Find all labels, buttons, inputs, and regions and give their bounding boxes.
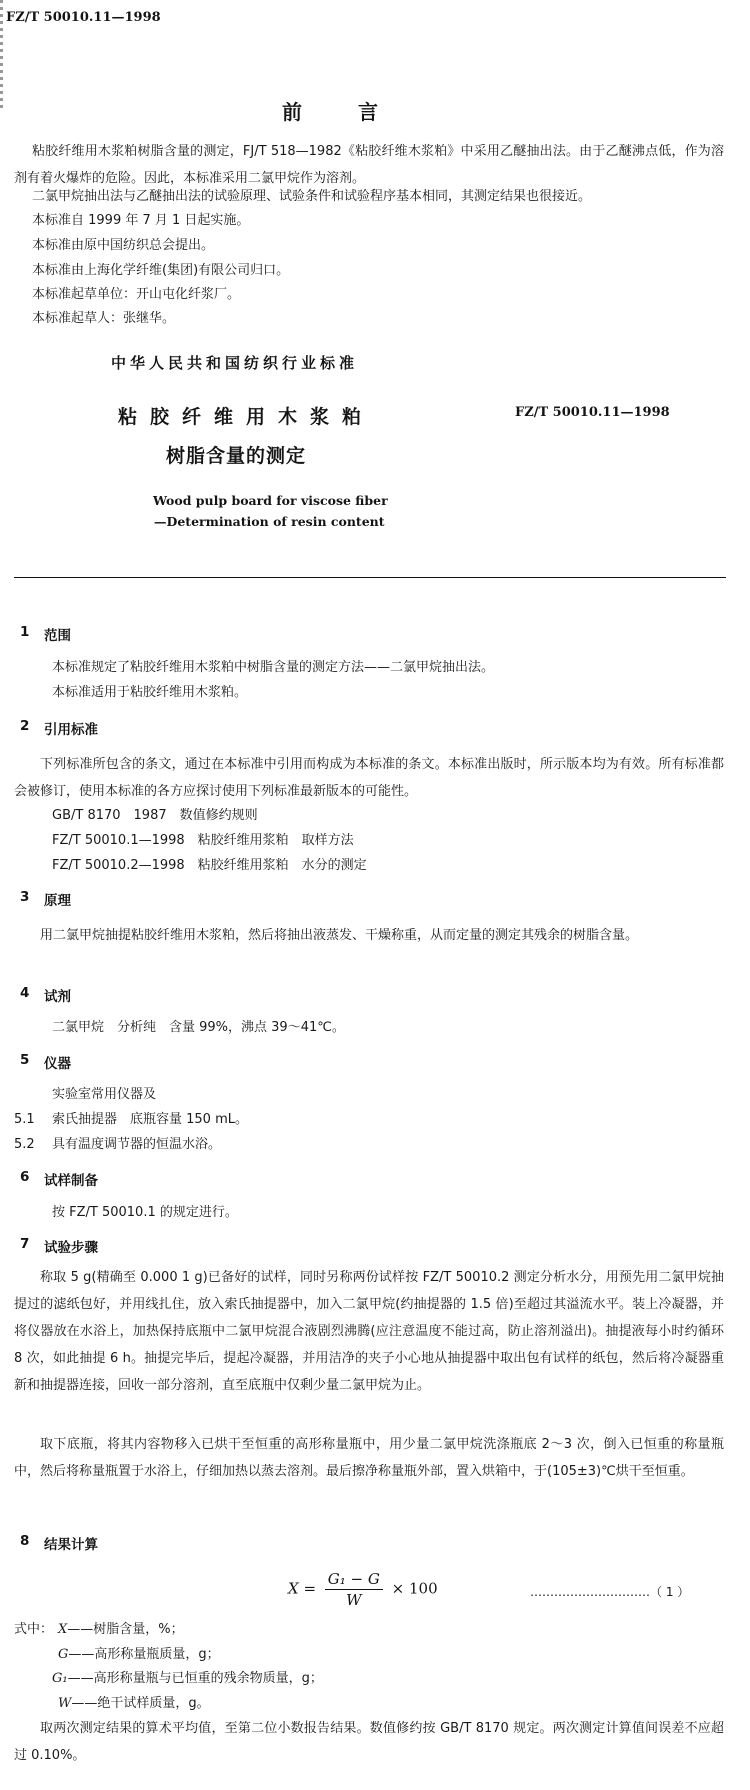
section-4-title: 试剂 — [44, 989, 71, 1005]
header-std-number: FZ/T 50010.11—1998 — [6, 10, 161, 25]
section-2-ref-1: GB/T 8170 1987 数值修约规则 — [52, 808, 258, 823]
variable-w-desc: ——绝干试样质量，g。 — [71, 1696, 210, 1711]
variable-g1-desc: ——高形称量瓶与已恒重的残余物质量，g； — [67, 1671, 323, 1686]
title-divider — [14, 577, 726, 578]
variable-g1 — [52, 1669, 323, 1688]
variable-g-symbol: G — [58, 1647, 69, 1662]
foreword-title: 前 言 — [282, 100, 396, 124]
section-7-paragraph-2: 取下底瓶，将其内容物移入已烘干至恒重的高形称量瓶中，用少量二氯甲烷洗涤瓶底 2～3 次，倒入已恒重的称量瓶中，然后将称量瓶置于水浴上，仔细加热以蒸去溶剂。最后擦净称量瓶外部，置入烘箱中，于(105±3)℃烘干至恒重。 — [14, 1437, 724, 1479]
english-title-line1: Wood pulp board for viscose fiber — [153, 493, 388, 508]
variable-g-desc: ——高形称量瓶质量，g； — [68, 1647, 220, 1662]
formula-denominator: W — [346, 1591, 362, 1609]
section-2-intro: 下列标准所包含的条文，通过在本标准中引用而构成为本标准的条文。本标准出版时，所示版本均为有效。所有标准都会被修订，使用本标准的各方应探讨使用下列标准最新版本的可能性。 — [14, 757, 724, 799]
formula-numerator: G₁ − G — [325, 1570, 383, 1590]
variable-x-symbol: X — [58, 1622, 68, 1637]
variable-g — [58, 1645, 220, 1664]
formula-number: …………………………（ 1 ） — [530, 1585, 690, 1599]
section-6-number: 6 — [20, 1169, 30, 1185]
section-5-2-text: 具有温度调节器的恒温水浴。 — [52, 1137, 222, 1152]
section-1-title: 范围 — [44, 628, 71, 644]
standard-title-line2: 树脂含量的测定 — [166, 445, 307, 467]
section-1-line-2: 本标准适用于粘胶纤维用木浆粕。 — [52, 685, 248, 700]
section-8-number: 8 — [20, 1533, 30, 1549]
section-4-text: 二氯甲烷 分析纯 含量 99%，沸点 39～41℃。 — [52, 1020, 345, 1035]
formula-fraction — [325, 1570, 383, 1609]
section-5-number: 5 — [20, 1052, 30, 1068]
variable-g1-symbol: G₁ — [52, 1671, 68, 1686]
where-label: 式中： — [14, 1622, 54, 1637]
section-4-number: 4 — [20, 985, 30, 1001]
section-6-text: 按 FZ/T 50010.1 的规定进行。 — [52, 1205, 238, 1220]
formula-rhs: × 100 — [391, 1579, 438, 1598]
authority-title: 中华人民共和国纺织行业标准 — [111, 354, 359, 372]
foreword-paragraph-7: 本标准起草人：张继华。 — [32, 311, 176, 326]
section-1-number: 1 — [20, 624, 30, 640]
section-2-ref-3: FZ/T 50010.2—1998 粘胶纤维用浆粕 水分的测定 — [52, 858, 367, 873]
section-8-final: 取两次测定结果的算术平均值，至第二位小数报告结果。数值修约按 GB/T 8170 规定。两次测定计算值间误差不应超过 0.10%。 — [14, 1721, 724, 1763]
variable-x — [58, 1620, 184, 1639]
section-3-number: 3 — [20, 889, 30, 905]
section-2-number: 2 — [20, 718, 30, 734]
section-7-paragraph-1: 称取 5 g(精确至 0.000 1 g)已备好的试样，同时另称两份试样按 FZ/T 50010.2 测定分析水分，用预先用二氯甲烷抽提过的滤纸包好，并用线扎住，放入索氏抽提器中，加入二氯甲烷(约抽提器的 1.5 倍)至超过其溢流水平。装上冷凝器，并将仪器放在水浴上，加热保持底瓶中二氯甲烷混合液剧烈沸腾(应注意温度不能过高，防止溶剂溢出)。抽提液每小时约循环 8 次，如此抽提 6 h。抽提完毕后，提起冷凝器，并用洁净的夹子小心地从抽提器中取出包有试样的纸包，然后将冷凝器重新和抽提器连接，回收一部分溶剂，直至底瓶中仅剩少量二氯甲烷为止。 — [14, 1270, 724, 1393]
foreword-paragraph-1: 粘胶纤维用木浆粕树脂含量的测定，FJ/T 518—1982《粘胶纤维木浆粕》中采用乙醚抽出法。由于乙醚沸点低，作为溶剂有着火爆炸的危险。因此，本标准采用二氯甲烷作为溶剂。 — [14, 144, 724, 186]
foreword-paragraph-3: 本标准自 1999 年 7 月 1 日起实施。 — [32, 213, 250, 228]
result-formula — [288, 1570, 438, 1609]
section-5-1-number: 5.1 — [14, 1112, 35, 1127]
section-8-title: 结果计算 — [44, 1537, 98, 1553]
foreword-paragraph-6: 本标准起草单位：开山屯化纤浆厂。 — [32, 287, 241, 302]
section-7-number: 7 — [20, 1236, 30, 1252]
scan-edge-mark — [0, 0, 3, 110]
section-7-title: 试验步骤 — [44, 1240, 98, 1256]
variable-w — [58, 1694, 210, 1713]
formula-lhs: X = — [288, 1579, 317, 1598]
foreword-paragraph-5: 本标准由上海化学纤维(集团)有限公司归口。 — [32, 263, 290, 278]
section-5-2-number: 5.2 — [14, 1137, 35, 1152]
section-1-line-1: 本标准规定了粘胶纤维用木浆粕中树脂含量的测定方法——二氯甲烷抽出法。 — [52, 660, 495, 675]
section-3-title: 原理 — [44, 893, 71, 909]
section-2-ref-2: FZ/T 50010.1—1998 粘胶纤维用浆粕 取样方法 — [52, 833, 354, 848]
section-6-title: 试样制备 — [44, 1173, 98, 1189]
section-3-text: 用二氯甲烷抽提粘胶纤维用木浆粕，然后将抽出液蒸发、干燥称重，从而定量的测定其残余的树脂含量。 — [40, 928, 639, 943]
foreword-paragraph-4: 本标准由原中国纺织总会提出。 — [32, 238, 215, 253]
variable-w-symbol: W — [58, 1696, 72, 1711]
section-5-intro: 实验室常用仪器及 — [52, 1087, 157, 1102]
foreword-paragraph-2: 二氯甲烷抽出法与乙醚抽出法的试验原理、试验条件和试验程序基本相同，其测定结果也很接近。 — [32, 189, 592, 204]
section-2-title: 引用标准 — [44, 722, 98, 738]
variable-x-desc: ——树脂含量，%； — [67, 1622, 184, 1637]
english-title-line2: —Determination of resin content — [154, 514, 385, 529]
section-5-1-text: 索氏抽提器 底瓶容量 150 mL。 — [52, 1112, 248, 1127]
section-5-title: 仪器 — [44, 1056, 71, 1072]
standard-code: FZ/T 50010.11—1998 — [515, 405, 670, 420]
standard-title-line1: 粘胶纤维用木浆粕 — [118, 406, 375, 428]
